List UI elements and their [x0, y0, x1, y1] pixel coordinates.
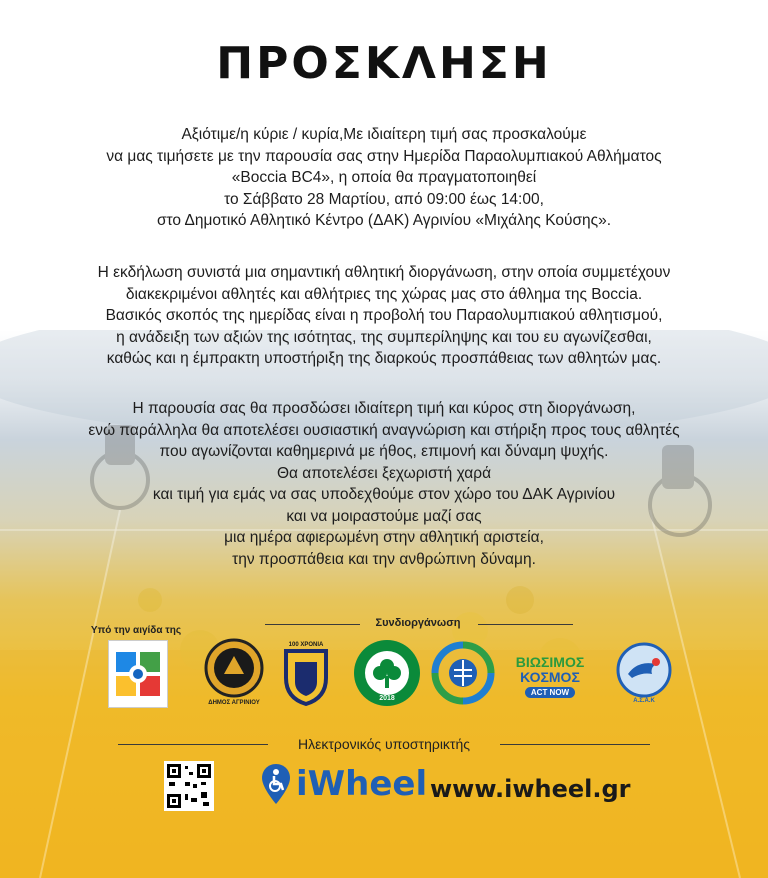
- panathinaikos-logo: [352, 638, 422, 708]
- text-line: το Σάββατο 28 Μαρτίου, από 09:00 έως 14:00,: [224, 190, 544, 208]
- text-line: την προσπάθεια και την ανθρώπινη δύναμη.: [232, 550, 536, 568]
- text-line: διακεκριμένοι αθλητές και αθλήτριες της χώρας μας στο άθλημα της Boccia.: [125, 285, 643, 303]
- wheelchair-pin-icon: [262, 764, 290, 804]
- separator-line: [478, 624, 573, 625]
- act-now-badge: ACT NOW: [525, 687, 575, 698]
- separator-line: [265, 624, 360, 625]
- invitation-paragraph-2: [40, 262, 728, 370]
- auspices-label: Υπό την αιγίδα της: [90, 625, 182, 636]
- separator-line: [500, 744, 650, 745]
- viosimos-line1: ΒΙΩΣΙΜΟΣ: [515, 653, 585, 670]
- website-link[interactable]: www.iwheel.gr: [430, 775, 631, 803]
- municipality-agrinio-logo: [203, 632, 265, 712]
- invitation-paragraph-1: [40, 124, 728, 232]
- text-line: καθώς και η έμπρακτη υποστήριξη της διαρκούς προσπάθειας των αθλητών μας.: [106, 350, 662, 367]
- asak-logo: [614, 640, 674, 706]
- environment-logo: [430, 640, 496, 706]
- text-line: Η παρουσία σας θα προσδώσει ιδιαίτερη τιμή και κύρος στη διοργάνωση,: [132, 400, 636, 417]
- text-line: Θα αποτελέσει ξεχωριστή χαρά: [276, 464, 492, 482]
- text-line: και τιμή για εμάς να σας υποδεχθούμε στον χώρο του ΔΑΚ Αγρινίου: [152, 486, 616, 503]
- recycle-globe-icon: [430, 640, 496, 706]
- text-line: και να μοιραστούμε μαζί σας: [286, 507, 482, 525]
- region-logo: [108, 640, 168, 708]
- region-emblem-icon: [114, 650, 162, 698]
- text-line: «Boccia BC4», η οποία θα πραγματοποιηθεί: [231, 169, 537, 186]
- iwheel-brand[interactable]: [262, 764, 427, 804]
- qr-code-icon: [167, 764, 211, 808]
- text-line: Η εκδήλωση συνιστά μια σημαντική αθλητική διοργάνωση, στην οποία συμμετέχουν: [97, 264, 671, 281]
- municipality-name: ΔΗΜΟΣ ΑΓΡΙΝΙΟΥ: [208, 700, 260, 706]
- text-line: Αξιότιμε/η κύριε / κυρία,Με ιδιαίτερη τιμή σας προσκαλούμε: [181, 126, 587, 143]
- text-line: που αγωνίζονται καθημερινά με ήθος, επιμονή και δύναμη ψυχής.: [159, 443, 609, 460]
- viosimos-kosmos-logo: [498, 650, 602, 702]
- asak-name: Α.Σ.Α.Κ: [633, 698, 655, 704]
- brand-name: iWheel: [296, 764, 428, 804]
- centenary-club-logo: [278, 636, 334, 712]
- shield-icon: [283, 648, 329, 706]
- centenary-label: 100 ΧΡΟΝΙΑ: [288, 642, 324, 648]
- pao-year: 2018: [379, 695, 395, 702]
- text-line: να μας τιμήσετε με την παρουσία σας στην Ημερίδα Παραολυμπιακού Αθλήματος: [106, 147, 662, 165]
- page-title: ΠΡΟΣΚΛΗΣΗ: [216, 38, 552, 89]
- text-line: Βασικός σκοπός της ημερίδας είναι η προβολή του Παραολυμπιακού αθλητισμού,: [105, 307, 663, 324]
- coorganization-label: Συνδιοργάνωση: [375, 617, 461, 629]
- viosimos-line2: ΚΟΣΜΟΣ: [520, 668, 580, 685]
- text-line: η ανάδειξη των αξιών της ισότητας, της συμπερίληψης και του ευ αγωνίζεσθαι,: [116, 328, 652, 346]
- qr-code[interactable]: [164, 761, 214, 811]
- invitation-paragraph-3: [40, 398, 728, 570]
- text-line: μια ημέρα αφιερωμένη στην αθλητική αριστεία,: [224, 529, 544, 546]
- coin-emblem-icon: [204, 638, 264, 698]
- dolphin-emblem-icon: [616, 642, 672, 698]
- text-line: στο Δημοτικό Αθλητικό Κέντρο (ΔΑΚ) Αγρινίου «Μιχάλης Κούσης».: [156, 212, 612, 229]
- text-line: ενώ παράλληλα θα αποτελέσει ουσιαστική αναγνώριση και στήριξη προς τους αθλητές: [88, 421, 680, 439]
- supporter-label: Ηλεκτρονικός υποστηρικτής: [298, 736, 470, 752]
